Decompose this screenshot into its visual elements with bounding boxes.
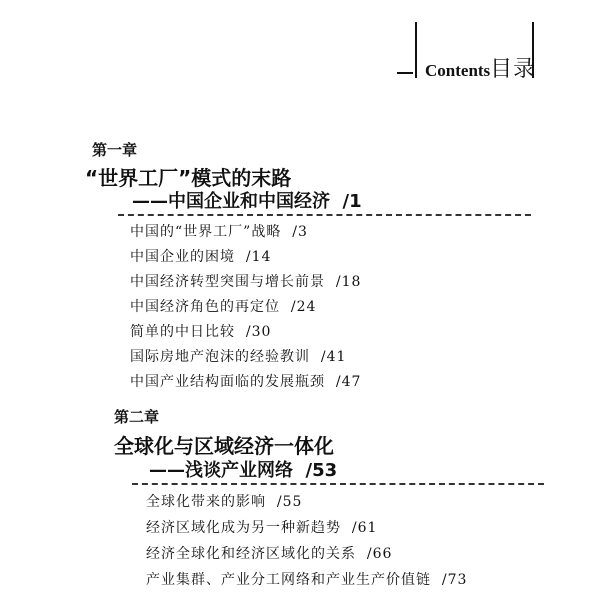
chapter-1-page: /1: [342, 191, 362, 212]
chapter-1-divider: [118, 214, 531, 216]
toc-entry[interactable]: [130, 246, 271, 266]
header-dash: [397, 72, 413, 74]
toc-entry-title: 经济全球化和经济区域化的关系: [146, 546, 356, 562]
toc-entry[interactable]: [130, 271, 361, 291]
chapter-2-subtitle-text: ——浅谈产业网络: [149, 460, 293, 481]
toc-entry[interactable]: [130, 221, 308, 241]
toc-entry-page: /14: [245, 249, 272, 265]
toc-entry-page: /66: [366, 546, 393, 562]
toc-entry[interactable]: [130, 346, 346, 366]
toc-entry-page: /55: [276, 494, 303, 510]
toc-entry[interactable]: [130, 321, 271, 341]
toc-entry[interactable]: [146, 543, 392, 563]
chapter-1-subtitle-text: ——中国企业和中国经济: [132, 191, 330, 212]
toc-entry[interactable]: [130, 296, 316, 316]
toc-entry-page: /30: [245, 324, 272, 340]
toc-entry-title: 中国经济转型突围与增长前景: [130, 274, 325, 290]
chapter-2-subtitle: [149, 456, 337, 482]
toc-entry-title: 中国经济角色的再定位: [130, 299, 280, 315]
contents-heading: [425, 52, 536, 83]
toc-entry-page: /18: [335, 274, 362, 290]
toc-entry[interactable]: [146, 517, 377, 537]
toc-entry-title: 简单的中日比较: [130, 324, 235, 340]
toc-entry-title: 产业集群、产业分工网络和产业生产价值链: [146, 572, 431, 588]
chapter-2-title: 全球化与区域经济一体化: [114, 434, 334, 458]
chapter-2-label: 第二章: [114, 408, 160, 426]
toc-entry-page: /73: [441, 572, 468, 588]
toc-entry-page: /24: [290, 299, 317, 315]
contents-heading-en: Contents: [425, 61, 491, 80]
toc-entry-page: /41: [320, 349, 347, 365]
header-left-rule: [415, 22, 417, 78]
toc-entry-title: 国际房地产泡沫的经验教训: [130, 349, 310, 365]
toc-entry-title: 中国的“世界工厂”战略: [130, 224, 282, 240]
chapter-1-title: “世界工厂”模式的末路: [85, 166, 292, 190]
toc-entry-title: 中国企业的困境: [130, 249, 235, 265]
chapter-2-page: /53: [305, 460, 338, 481]
toc-entry-title: 中国产业结构面临的发展瓶颈: [130, 374, 325, 390]
toc-entry-title: 经济区域化成为另一种新趋势: [146, 520, 341, 536]
toc-entry[interactable]: [130, 371, 361, 391]
toc-entry-page: /3: [292, 224, 308, 240]
toc-entry-page: /47: [335, 374, 362, 390]
toc-entry[interactable]: [146, 491, 302, 511]
chapter-1-label: 第一章: [92, 141, 138, 159]
contents-heading-zh: 目录: [490, 57, 537, 82]
chapter-2-divider: [132, 483, 544, 485]
toc-entry[interactable]: [146, 569, 467, 589]
toc-entry-title: 全球化带来的影响: [146, 494, 266, 510]
chapter-1-subtitle: [132, 187, 362, 213]
toc-entry-page: /61: [351, 520, 378, 536]
